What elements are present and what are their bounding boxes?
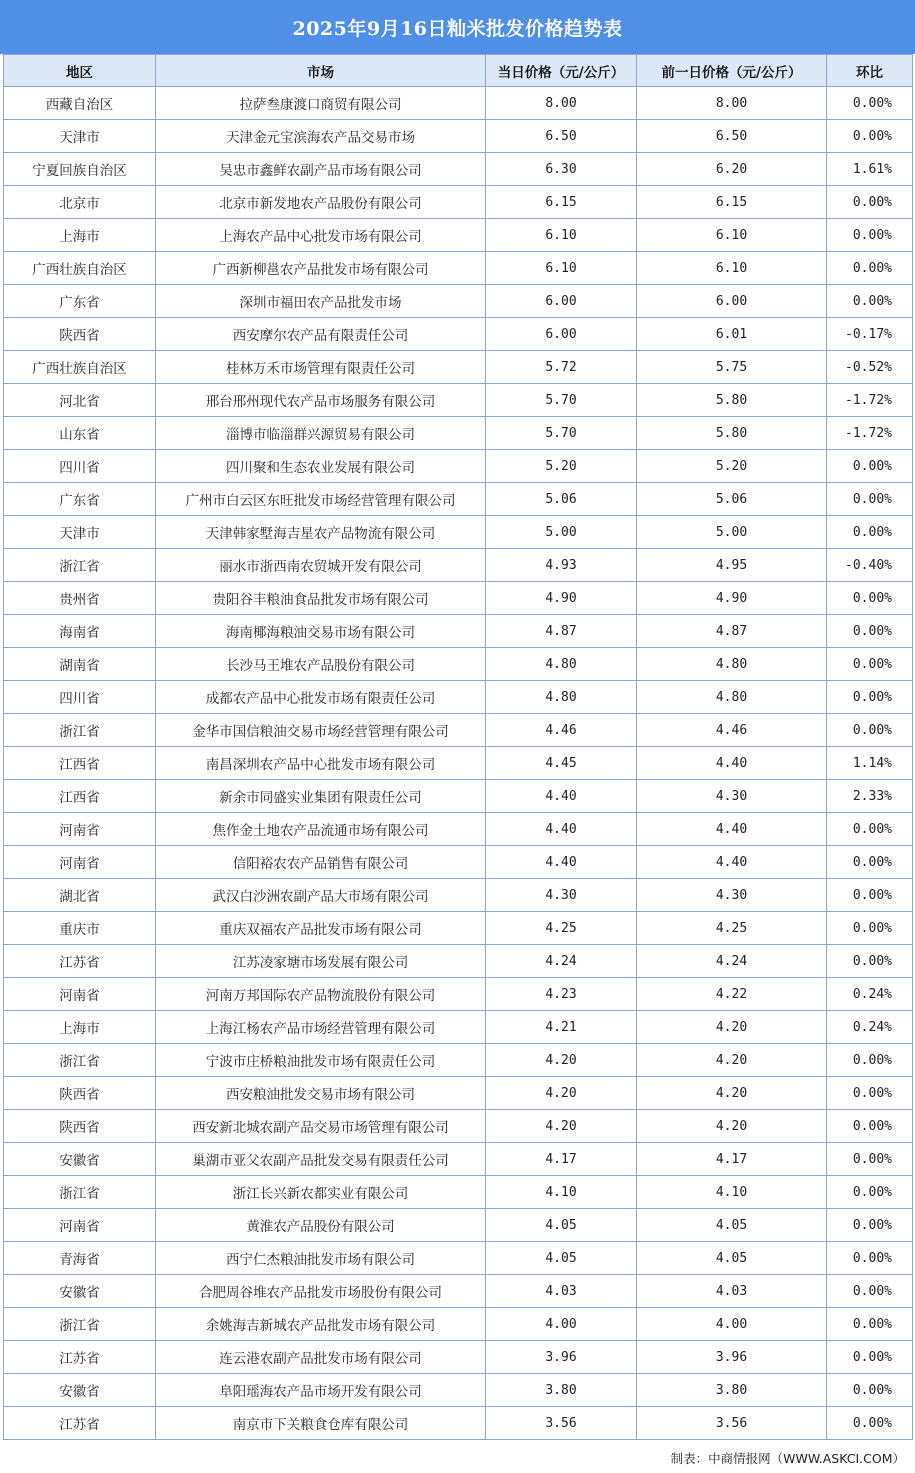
today-price-cell: 4.21 [486, 1011, 637, 1044]
table-row [4, 1077, 913, 1110]
prev-price-cell: 5.75 [637, 351, 827, 384]
today-price-cell: 4.17 [486, 1143, 637, 1176]
today-price-cell: 4.93 [486, 549, 637, 582]
table-row [4, 681, 913, 714]
table-row [4, 483, 913, 516]
prev-price-cell: 6.01 [637, 318, 827, 351]
table-row [4, 978, 913, 1011]
prev-price-cell: 6.00 [637, 285, 827, 318]
today-price-cell: 4.80 [486, 648, 637, 681]
table-row [4, 417, 913, 450]
table-row [4, 1143, 913, 1176]
market-cell: 连云港农副产品批发市场有限公司 [156, 1341, 486, 1374]
today-price-cell: 4.40 [486, 846, 637, 879]
col-header-today-price: 当日价格（元/公斤） [486, 55, 637, 87]
table-row [4, 912, 913, 945]
col-header-market: 市场 [156, 55, 486, 87]
change-cell: 0.00% [827, 1110, 913, 1143]
change-cell: -0.17% [827, 318, 913, 351]
change-cell: 0.00% [827, 285, 913, 318]
prev-price-cell: 6.15 [637, 186, 827, 219]
region-cell: 河北省 [4, 384, 156, 417]
today-price-cell: 3.80 [486, 1374, 637, 1407]
change-cell: 0.00% [827, 219, 913, 252]
change-cell: 0.00% [827, 1374, 913, 1407]
today-price-cell: 3.56 [486, 1407, 637, 1440]
today-price-cell: 4.05 [486, 1209, 637, 1242]
prev-price-cell: 4.80 [637, 681, 827, 714]
today-price-cell: 4.90 [486, 582, 637, 615]
table-row [4, 1374, 913, 1407]
today-price-cell: 4.03 [486, 1275, 637, 1308]
region-cell: 海南省 [4, 615, 156, 648]
prev-price-cell: 3.56 [637, 1407, 827, 1440]
change-cell: 0.00% [827, 516, 913, 549]
today-price-cell: 4.40 [486, 780, 637, 813]
region-cell: 天津市 [4, 516, 156, 549]
region-cell: 重庆市 [4, 912, 156, 945]
market-cell: 拉萨叁康渡口商贸有限公司 [156, 87, 486, 120]
region-cell: 浙江省 [4, 1308, 156, 1341]
market-cell: 新余市同盛实业集团有限责任公司 [156, 780, 486, 813]
change-cell: 0.00% [827, 813, 913, 846]
table-row [4, 780, 913, 813]
table-row [4, 153, 913, 186]
today-price-cell: 6.30 [486, 153, 637, 186]
table-header-row [4, 55, 913, 87]
market-cell: 黄淮农产品股份有限公司 [156, 1209, 486, 1242]
change-cell: 0.00% [827, 1143, 913, 1176]
prev-price-cell: 5.80 [637, 417, 827, 450]
table-row [4, 714, 913, 747]
region-cell: 贵州省 [4, 582, 156, 615]
today-price-cell: 5.06 [486, 483, 637, 516]
change-cell: 0.00% [827, 912, 913, 945]
region-cell: 河南省 [4, 978, 156, 1011]
market-cell: 天津金元宝滨海农产品交易市场 [156, 120, 486, 153]
market-cell: 重庆双福农产品批发市场有限公司 [156, 912, 486, 945]
region-cell: 江苏省 [4, 1341, 156, 1374]
region-cell: 河南省 [4, 1209, 156, 1242]
source-note: 制表：中商情报网（WWW.ASKCI.COM） [670, 1451, 905, 1466]
region-cell: 北京市 [4, 186, 156, 219]
market-cell: 贵阳谷丰粮油食品批发市场有限公司 [156, 582, 486, 615]
region-cell: 四川省 [4, 681, 156, 714]
today-price-cell: 3.96 [486, 1341, 637, 1374]
region-cell: 广东省 [4, 285, 156, 318]
market-cell: 西安新北城农副产品交易市场管理有限公司 [156, 1110, 486, 1143]
prev-price-cell: 4.00 [637, 1308, 827, 1341]
change-cell: 0.00% [827, 681, 913, 714]
prev-price-cell: 4.90 [637, 582, 827, 615]
table-row [4, 648, 913, 681]
region-cell: 陕西省 [4, 1077, 156, 1110]
table-row [4, 351, 913, 384]
region-cell: 上海市 [4, 1011, 156, 1044]
change-cell: 0.00% [827, 1209, 913, 1242]
table-row [4, 615, 913, 648]
region-cell: 浙江省 [4, 1176, 156, 1209]
table-row [4, 1044, 913, 1077]
prev-price-cell: 6.50 [637, 120, 827, 153]
prev-price-cell: 4.20 [637, 1110, 827, 1143]
change-cell: 0.24% [827, 1011, 913, 1044]
market-cell: 北京市新发地农产品股份有限公司 [156, 186, 486, 219]
table-row [4, 87, 913, 120]
today-price-cell: 8.00 [486, 87, 637, 120]
today-price-cell: 4.80 [486, 681, 637, 714]
today-price-cell: 4.40 [486, 813, 637, 846]
change-cell: 0.00% [827, 120, 913, 153]
change-cell: -1.72% [827, 417, 913, 450]
region-cell: 安徽省 [4, 1275, 156, 1308]
today-price-cell: 4.00 [486, 1308, 637, 1341]
region-cell: 广西壮族自治区 [4, 252, 156, 285]
change-cell: 2.33% [827, 780, 913, 813]
region-cell: 河南省 [4, 813, 156, 846]
region-cell: 浙江省 [4, 714, 156, 747]
market-cell: 四川聚和生态农业发展有限公司 [156, 450, 486, 483]
table-row [4, 186, 913, 219]
prev-price-cell: 4.17 [637, 1143, 827, 1176]
table-row [4, 1275, 913, 1308]
region-cell: 天津市 [4, 120, 156, 153]
today-price-cell: 4.46 [486, 714, 637, 747]
table-row [4, 1176, 913, 1209]
today-price-cell: 4.23 [486, 978, 637, 1011]
prev-price-cell: 4.95 [637, 549, 827, 582]
table-row [4, 1242, 913, 1275]
change-cell: -1.72% [827, 384, 913, 417]
change-cell: 0.00% [827, 87, 913, 120]
col-header-region: 地区 [4, 55, 156, 87]
region-cell: 山东省 [4, 417, 156, 450]
prev-price-cell: 5.06 [637, 483, 827, 516]
region-cell: 湖北省 [4, 879, 156, 912]
prev-price-cell: 4.80 [637, 648, 827, 681]
region-cell: 广西壮族自治区 [4, 351, 156, 384]
change-cell: 0.00% [827, 483, 913, 516]
region-cell: 安徽省 [4, 1374, 156, 1407]
region-cell: 浙江省 [4, 1044, 156, 1077]
change-cell: 1.14% [827, 747, 913, 780]
prev-price-cell: 4.30 [637, 879, 827, 912]
today-price-cell: 5.20 [486, 450, 637, 483]
prev-price-cell: 4.40 [637, 846, 827, 879]
change-cell: 0.00% [827, 186, 913, 219]
region-cell: 广东省 [4, 483, 156, 516]
market-cell: 广州市白云区东旺批发市场经营管理有限公司 [156, 483, 486, 516]
prev-price-cell: 5.80 [637, 384, 827, 417]
today-price-cell: 4.87 [486, 615, 637, 648]
region-cell: 江苏省 [4, 1407, 156, 1440]
region-cell: 上海市 [4, 219, 156, 252]
prev-price-cell: 8.00 [637, 87, 827, 120]
market-cell: 江苏凌家塘市场发展有限公司 [156, 945, 486, 978]
prev-price-cell: 4.05 [637, 1242, 827, 1275]
table-row [4, 945, 913, 978]
region-cell: 青海省 [4, 1242, 156, 1275]
prev-price-cell: 4.20 [637, 1011, 827, 1044]
prev-price-cell: 4.87 [637, 615, 827, 648]
market-cell: 金华市国信粮油交易市场经营管理有限公司 [156, 714, 486, 747]
prev-price-cell: 6.20 [637, 153, 827, 186]
prev-price-cell: 4.20 [637, 1077, 827, 1110]
table-row [4, 384, 913, 417]
market-cell: 西安粮油批发交易市场有限公司 [156, 1077, 486, 1110]
market-cell: 桂林万禾市场管理有限责任公司 [156, 351, 486, 384]
market-cell: 深圳市福田农产品批发市场 [156, 285, 486, 318]
market-cell: 海南椰海粮油交易市场有限公司 [156, 615, 486, 648]
market-cell: 宁波市庄桥粮油批发市场有限责任公司 [156, 1044, 486, 1077]
market-cell: 吴忠市鑫鲜农副产品市场有限公司 [156, 153, 486, 186]
prev-price-cell: 4.05 [637, 1209, 827, 1242]
prev-price-cell: 4.20 [637, 1044, 827, 1077]
market-cell: 西宁仁杰粮油批发市场有限公司 [156, 1242, 486, 1275]
table-row [4, 252, 913, 285]
today-price-cell: 6.15 [486, 186, 637, 219]
today-price-cell: 5.00 [486, 516, 637, 549]
prev-price-cell: 4.25 [637, 912, 827, 945]
prev-price-cell: 5.00 [637, 516, 827, 549]
market-cell: 丽水市浙西南农贸城开发有限公司 [156, 549, 486, 582]
prev-price-cell: 5.20 [637, 450, 827, 483]
table-row [4, 582, 913, 615]
market-cell: 阜阳瑶海农产品市场开发有限公司 [156, 1374, 486, 1407]
market-cell: 合肥周谷堆农产品批发市场股份有限公司 [156, 1275, 486, 1308]
today-price-cell: 4.05 [486, 1242, 637, 1275]
table-row [4, 120, 913, 153]
table-row [4, 318, 913, 351]
change-cell: 1.61% [827, 153, 913, 186]
region-cell: 陕西省 [4, 1110, 156, 1143]
region-cell: 江西省 [4, 747, 156, 780]
col-header-change: 环比 [827, 55, 913, 87]
today-price-cell: 4.24 [486, 945, 637, 978]
table-row [4, 516, 913, 549]
prev-price-cell: 4.40 [637, 813, 827, 846]
table-row [4, 1011, 913, 1044]
prev-price-cell: 3.80 [637, 1374, 827, 1407]
prev-price-cell: 6.10 [637, 219, 827, 252]
change-cell: 0.00% [827, 1176, 913, 1209]
market-cell: 成都农产品中心批发市场有限责任公司 [156, 681, 486, 714]
today-price-cell: 4.25 [486, 912, 637, 945]
prev-price-cell: 4.03 [637, 1275, 827, 1308]
table-row [4, 846, 913, 879]
change-cell: 0.00% [827, 1275, 913, 1308]
market-cell: 西安摩尔农产品有限责任公司 [156, 318, 486, 351]
today-price-cell: 6.00 [486, 285, 637, 318]
market-cell: 余姚海吉新城农产品批发市场有限公司 [156, 1308, 486, 1341]
table-row [4, 450, 913, 483]
table-row [4, 1407, 913, 1440]
region-cell: 宁夏回族自治区 [4, 153, 156, 186]
market-cell: 巢湖市亚父农副产品批发交易有限责任公司 [156, 1143, 486, 1176]
today-price-cell: 6.10 [486, 252, 637, 285]
change-cell: 0.00% [827, 582, 913, 615]
table-title: 2025年9月16日籼米批发价格趋势表 [0, 0, 915, 54]
today-price-cell: 5.70 [486, 417, 637, 450]
change-cell: 0.24% [827, 978, 913, 1011]
market-cell: 焦作金土地农产品流通市场有限公司 [156, 813, 486, 846]
prev-price-cell: 4.46 [637, 714, 827, 747]
change-cell: 0.00% [827, 714, 913, 747]
market-cell: 邢台邢州现代农产品市场服务有限公司 [156, 384, 486, 417]
change-cell: 0.00% [827, 1308, 913, 1341]
today-price-cell: 4.30 [486, 879, 637, 912]
prev-price-cell: 4.22 [637, 978, 827, 1011]
today-price-cell: 6.50 [486, 120, 637, 153]
change-cell: 0.00% [827, 252, 913, 285]
region-cell: 四川省 [4, 450, 156, 483]
prev-price-cell: 3.96 [637, 1341, 827, 1374]
table-row [4, 747, 913, 780]
region-cell: 江西省 [4, 780, 156, 813]
market-cell: 长沙马王堆农产品股份有限公司 [156, 648, 486, 681]
market-cell: 淄博市临淄群兴源贸易有限公司 [156, 417, 486, 450]
change-cell: 0.00% [827, 450, 913, 483]
table-row [4, 549, 913, 582]
region-cell: 湖南省 [4, 648, 156, 681]
region-cell: 安徽省 [4, 1143, 156, 1176]
prev-price-cell: 4.10 [637, 1176, 827, 1209]
market-cell: 南京市下关粮食仓库有限公司 [156, 1407, 486, 1440]
prev-price-cell: 6.10 [637, 252, 827, 285]
change-cell: 0.00% [827, 648, 913, 681]
table-row [4, 813, 913, 846]
table-row [4, 1341, 913, 1374]
table-row [4, 1110, 913, 1143]
today-price-cell: 4.45 [486, 747, 637, 780]
market-cell: 信阳裕农农产品销售有限公司 [156, 846, 486, 879]
region-cell: 江苏省 [4, 945, 156, 978]
region-cell: 西藏自治区 [4, 87, 156, 120]
table-row [4, 879, 913, 912]
today-price-cell: 4.20 [486, 1044, 637, 1077]
change-cell: -0.40% [827, 549, 913, 582]
change-cell: 0.00% [827, 1341, 913, 1374]
market-cell: 天津韩家墅海吉星农产品物流有限公司 [156, 516, 486, 549]
table-body [4, 87, 913, 1440]
market-cell: 广西新柳邕农产品批发市场有限公司 [156, 252, 486, 285]
change-cell: 0.00% [827, 945, 913, 978]
col-header-prev-price: 前一日价格（元/公斤） [637, 55, 827, 87]
prev-price-cell: 4.40 [637, 747, 827, 780]
change-cell: 0.00% [827, 615, 913, 648]
change-cell: 0.00% [827, 879, 913, 912]
change-cell: 0.00% [827, 1044, 913, 1077]
today-price-cell: 6.10 [486, 219, 637, 252]
prev-price-cell: 4.24 [637, 945, 827, 978]
price-table [3, 54, 913, 1440]
market-cell: 河南万邦国际农产品物流股份有限公司 [156, 978, 486, 1011]
table-row [4, 219, 913, 252]
table-row [4, 1209, 913, 1242]
change-cell: 0.00% [827, 1407, 913, 1440]
today-price-cell: 4.20 [486, 1110, 637, 1143]
change-cell: 0.00% [827, 1077, 913, 1110]
change-cell: 0.00% [827, 846, 913, 879]
region-cell: 浙江省 [4, 549, 156, 582]
change-cell: 0.00% [827, 1242, 913, 1275]
region-cell: 河南省 [4, 846, 156, 879]
market-cell: 南昌深圳农产品中心批发市场有限公司 [156, 747, 486, 780]
change-cell: -0.52% [827, 351, 913, 384]
today-price-cell: 5.70 [486, 384, 637, 417]
region-cell: 陕西省 [4, 318, 156, 351]
table-row [4, 1308, 913, 1341]
today-price-cell: 4.10 [486, 1176, 637, 1209]
market-cell: 上海江杨农产品市场经营管理有限公司 [156, 1011, 486, 1044]
today-price-cell: 6.00 [486, 318, 637, 351]
market-cell: 浙江长兴新农都实业有限公司 [156, 1176, 486, 1209]
today-price-cell: 5.72 [486, 351, 637, 384]
table-row [4, 285, 913, 318]
market-cell: 武汉白沙洲农副产品大市场有限公司 [156, 879, 486, 912]
market-cell: 上海农产品中心批发市场有限公司 [156, 219, 486, 252]
prev-price-cell: 4.30 [637, 780, 827, 813]
today-price-cell: 4.20 [486, 1077, 637, 1110]
